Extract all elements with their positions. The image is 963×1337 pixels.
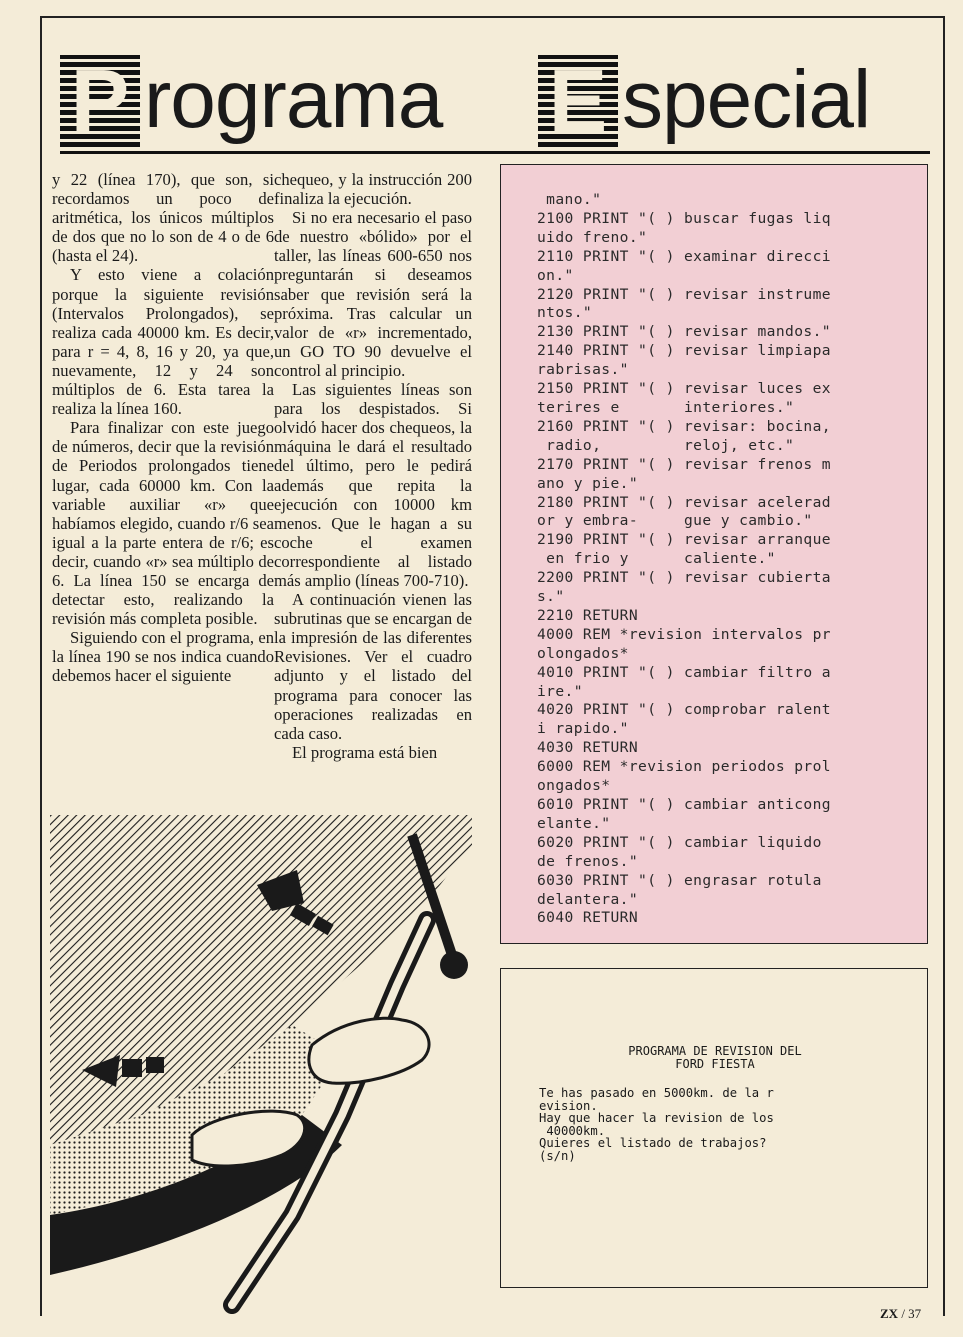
paragraph: chequeo, y la instrucción 200 finaliza la ejecución. <box>274 170 472 209</box>
listing-line: 2210 RETURN <box>537 606 639 624</box>
page-number <box>880 1306 921 1322</box>
listing-line: mano." <box>537 191 602 208</box>
listing-line: 6000 REM *revision periodos prol <box>537 758 831 776</box>
screen-body <box>539 1087 774 1163</box>
paragraph: Para finalizar con este juego de números, decir que la revisión de Periodos prolongados tiene lugar, cada 60000 km. Con la variable auxiliar «r» que habíamos elegido, cuando r/6 sea igual a la parte entera de r/6; es decir, cuando «r» sea múltiplo de 6. La línea 150 se encarga de detectar esto, realizando la revisión más completa posible. <box>52 418 274 629</box>
listing-line: 2200 PRINT "( ) revisar cubierta <box>537 569 831 587</box>
jack-knob <box>440 951 468 979</box>
screen-title <box>575 1045 855 1071</box>
paragraph: Si no era necesario el paso de nuestro «bólido» por el taller, las líneas 600-650 nos preguntarán si deseamos saber que revisión será la próxima. Tras calcular un valor de «r» incrementado, un GO TO 90 devuelve el control al principio. <box>274 208 472 380</box>
program-listing-box <box>500 164 928 944</box>
program-listing <box>537 191 927 928</box>
page-top-border <box>40 16 945 18</box>
listing-line: uido freno." <box>537 228 648 246</box>
car-jack-illustration <box>42 815 482 1315</box>
hand-upper <box>309 1018 429 1083</box>
section-header <box>60 55 930 160</box>
screen-line: 40000km. <box>539 1123 606 1138</box>
listing-line: 2160 PRINT "( ) revisar: bocina, <box>537 417 831 435</box>
paragraph: El programa está bien <box>292 742 438 762</box>
header-rule <box>60 151 930 154</box>
text-column-1 <box>52 170 274 686</box>
listing-line: rabrisas." <box>537 361 629 379</box>
text-column-2 <box>274 170 472 762</box>
listing-line: olongados* <box>537 644 629 662</box>
listing-line: 4030 RETURN <box>537 739 639 757</box>
screen-line: Quieres el listado de trabajos? <box>539 1136 767 1151</box>
listing-line: 2140 PRINT "( ) revisar limpiapa <box>537 342 831 360</box>
page-right-border <box>943 16 945 1316</box>
listing-line: 2190 PRINT "( ) revisar arranque <box>537 531 831 549</box>
paragraph: Las siguientes líneas son para los despistados. Si olvidó hacer dos chequeos, la máquina le dará el resultado del último, pero le pedirá además que repita la ejecución con 10000 km menos. Que le hagan a su coche el examen correspondiente al listado más amplio (líneas 700-710). <box>274 380 472 590</box>
listing-line: ire." <box>537 682 583 700</box>
listing-line: de frenos." <box>537 852 639 870</box>
header-initial-p: P <box>60 55 140 147</box>
listing-line: on." <box>537 266 574 284</box>
listing-line: 4020 PRINT "( ) comprobar ralent <box>537 701 831 719</box>
listing-line: terires e interiores." <box>537 398 795 416</box>
screen-line: Te has pasado en 5000km. de la r <box>539 1086 774 1100</box>
paragraph: A continuación vienen las subrutinas que se encargan de la impresión de las diferentes Revisiones. Ver el cuadro adjunto y el listado del programa para conocer las operaciones realizadas en cada caso. <box>274 590 472 743</box>
header-word-especial: special <box>622 54 871 145</box>
listing-line: i rapido." <box>537 720 629 738</box>
screen-title-line: FORD FIESTA <box>675 1057 755 1071</box>
screen-line: (s/n) <box>539 1148 576 1163</box>
listing-line: 2180 PRINT "( ) revisar acelerad <box>537 493 831 511</box>
paragraph: y 22 (línea 170), que son, si recordamos un poco de aritmética, los únicos múltiplos de dos que no lo son de 4 o de 6 (hasta el 24). <box>52 170 274 266</box>
listing-line: 2100 PRINT "( ) buscar fugas liq <box>537 209 831 227</box>
listing-line: 6030 PRINT "( ) engrasar rotula <box>537 871 822 889</box>
listing-line: 4000 REM *revision intervalos pr <box>537 625 831 643</box>
listing-line: s." <box>537 588 565 606</box>
listing-line: delantera." <box>537 890 639 908</box>
listing-line: en frio y caliente." <box>537 550 776 568</box>
listing-line: ano y pie." <box>537 474 639 492</box>
listing-line: 6020 PRINT "( ) cambiar liquido <box>537 833 822 851</box>
listing-line: elante." <box>537 814 611 832</box>
header-word-programa: rograma <box>144 54 443 145</box>
listing-line: or y embra- gue y cambio." <box>537 512 813 530</box>
paragraph: Siguiendo con el programa, en la línea 190 se nos indica cuando debemos hacer el siguiente <box>52 628 274 686</box>
magazine-name: ZX <box>880 1306 899 1321</box>
screen-output-box <box>500 968 928 1288</box>
screen-line: evision. <box>539 1098 598 1113</box>
listing-line: 6040 RETURN <box>537 909 639 927</box>
listing-line: radio, reloj, etc." <box>537 436 795 454</box>
listing-line: 6010 PRINT "( ) cambiar anticong <box>537 796 831 813</box>
page-num: / 37 <box>901 1306 922 1321</box>
listing-line: 2120 PRINT "( ) revisar instrume <box>537 285 831 303</box>
listing-line: 2150 PRINT "( ) revisar luces ex <box>537 380 831 398</box>
screen-line: Hay que hacer la revision de los <box>539 1111 774 1126</box>
listing-line: 2110 PRINT "( ) examinar direcci <box>537 247 831 265</box>
listing-line: ongados* <box>537 777 611 795</box>
paragraph: Y esto viene a colación porque la siguiente revisión (Intervalos Prolongados), se realiza cada 40000 km. Es decir, para r = 4, 8, 16 y 20, ya que, nuevamente, 12 y 24 son múltiplos de 6. Esta tarea la realiza la línea 160. <box>52 265 274 419</box>
listing-line: 4010 PRINT "( ) cambiar filtro a <box>537 663 831 681</box>
listing-line: 2130 PRINT "( ) revisar mandos." <box>537 323 831 341</box>
listing-line: ntos." <box>537 304 593 322</box>
listing-line: 2170 PRINT "( ) revisar frenos m <box>537 455 831 473</box>
screen-title-line: PROGRAMA DE REVISION DEL <box>628 1044 802 1058</box>
header-initial-e: E <box>538 55 618 147</box>
